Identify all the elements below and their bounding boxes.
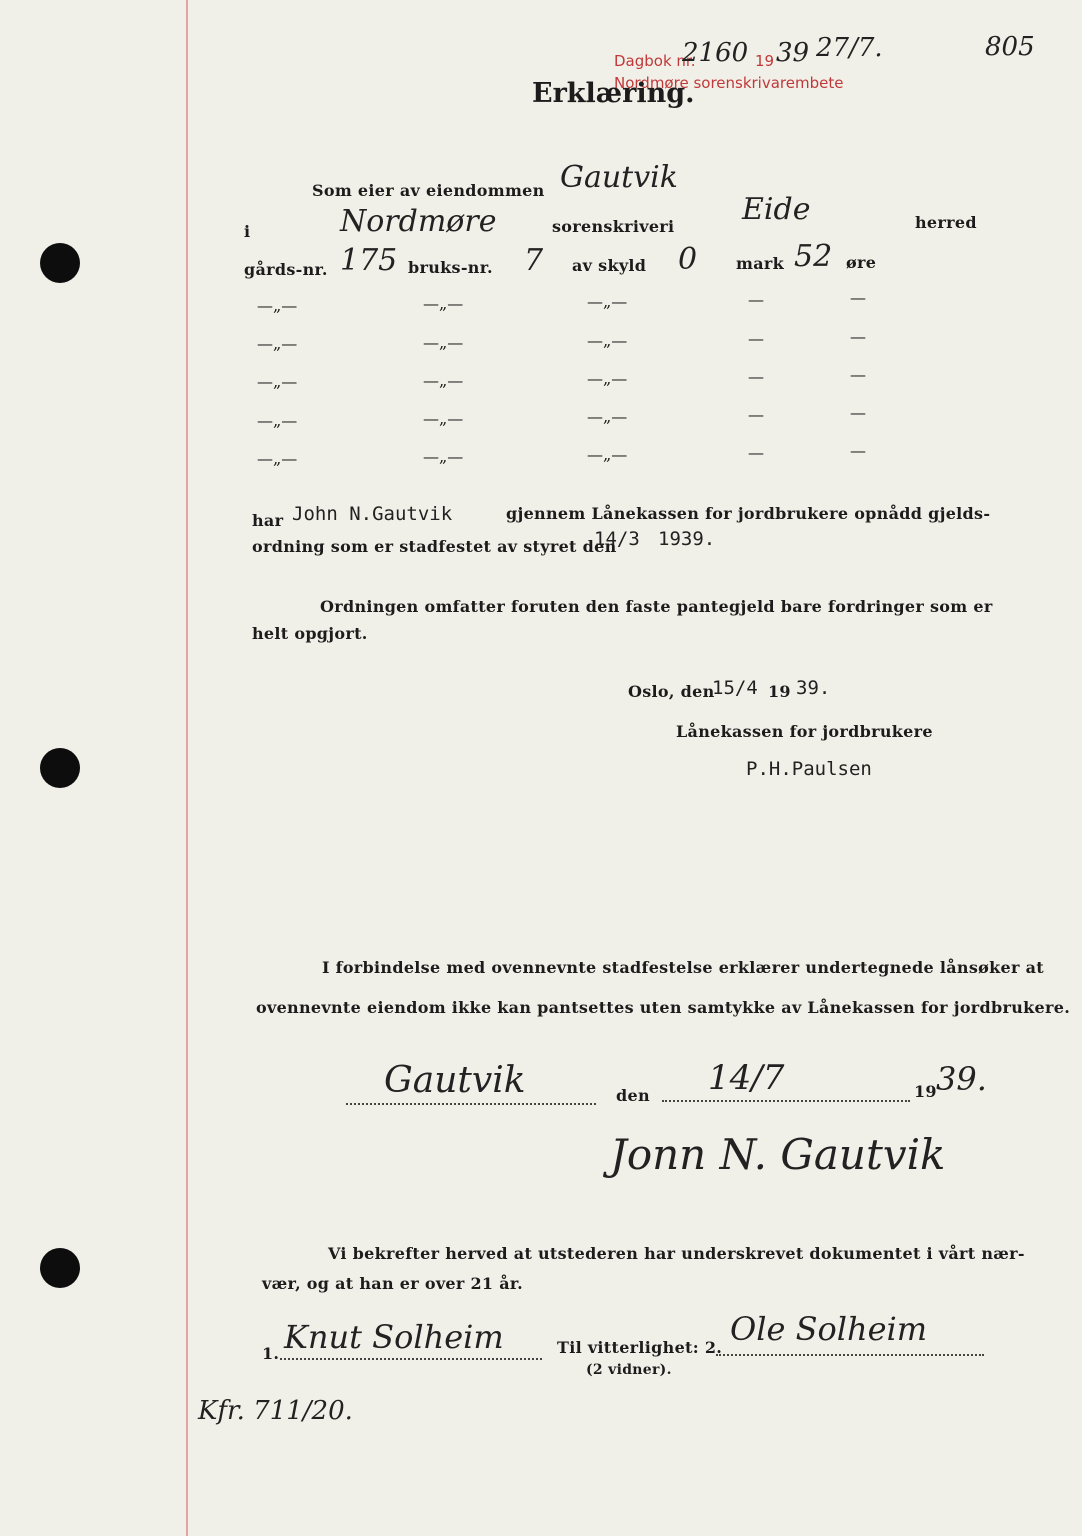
label-sorenskriveri: sorenskriveri (552, 217, 675, 236)
ditto-mark: — (748, 290, 764, 309)
oslo-year: 39. (796, 677, 831, 699)
oslo-year-prefix: 19 (768, 682, 791, 701)
stamp-year-prefix: 19 (755, 52, 775, 70)
oslo-label: Oslo, den (628, 682, 715, 701)
ditto-mark: — (748, 329, 764, 348)
mark-value: 52 (794, 239, 833, 274)
label-i: i (244, 222, 251, 241)
property-name: Gautvik (560, 160, 678, 195)
place-dotted-line (346, 1103, 596, 1105)
styret-date: 14/3 (594, 528, 640, 550)
label-gards-nr: gårds-nr. (244, 260, 328, 279)
witness-line-1: Vi bekrefter herved at utstederen har underskrevet dokumentet i vårt nær- (328, 1244, 1025, 1263)
label-owner: Som eier av eiendommen (312, 181, 545, 200)
ditto-mark: —„— (257, 372, 298, 391)
ditto-mark: —„— (423, 409, 464, 428)
skyld-value: 0 (678, 242, 698, 277)
ditto-mark: —„— (423, 447, 464, 466)
declaration-year: 39. (936, 1060, 987, 1098)
ditto-mark: —„— (257, 449, 298, 468)
page-number: 805 (985, 32, 1035, 62)
ditto-mark: — (850, 365, 866, 384)
ditto-mark: —„— (423, 371, 464, 390)
label-skyld: av skyld (572, 256, 647, 275)
date-dotted-line (662, 1100, 910, 1102)
ditto-mark: —„— (587, 292, 628, 311)
para2-line-1: Ordningen omfatter foruten den faste pantegjeld bare fordringer som er (320, 597, 993, 616)
declaration-year-prefix: 19 (914, 1082, 937, 1101)
ditto-mark: —„— (587, 369, 628, 388)
stamp-label: Dagbok nr. (614, 52, 696, 70)
stamp-year: 39 (776, 38, 810, 68)
label-bruks-nr: bruks-nr. (408, 258, 493, 277)
gards-nr-value: 175 (340, 243, 398, 278)
ditto-mark: —„— (257, 334, 298, 353)
ditto-mark: — (850, 288, 866, 307)
bruks-nr-value: 7 (524, 243, 544, 278)
ditto-mark: — (748, 367, 764, 386)
witness-number-1: 1. (262, 1344, 280, 1363)
ditto-mark: —„— (257, 411, 298, 430)
ditto-mark: — (850, 441, 866, 460)
witness2-dotted-line (716, 1354, 984, 1356)
label-herred: herred (915, 213, 977, 232)
organisation: Lånekassen for jordbrukere (676, 722, 933, 741)
witness-line-2: vær, og at han er over 21 år. (262, 1274, 524, 1293)
label-mark: mark (736, 254, 785, 273)
punch-hole-top (40, 243, 80, 283)
label-den: den (616, 1086, 650, 1105)
oslo-date: 15/4 (712, 677, 758, 699)
label-ore: øre (846, 253, 877, 272)
ditto-mark: — (748, 443, 764, 462)
punch-hole-middle (40, 748, 80, 788)
body-line-2: ordning som er stadfestet av styret den (252, 537, 617, 556)
ditto-mark: —„— (587, 331, 628, 350)
punch-hole-bottom (40, 1248, 80, 1288)
label-vidner: (2 vidner). (586, 1362, 672, 1378)
ditto-mark: — (850, 403, 866, 422)
label-har: har (252, 511, 284, 530)
styret-year: 1939. (658, 528, 716, 550)
stamp-number: 2160 (682, 38, 749, 68)
stamp-office: Nordmøre sorenskrivarembete (614, 74, 844, 92)
ditto-mark: —„— (423, 333, 464, 352)
ditto-mark: —„— (257, 296, 298, 315)
ditto-mark: — (850, 327, 866, 346)
red-margin-line (186, 0, 188, 1536)
district-name: Nordmøre (340, 204, 497, 239)
declaration-line-2: ovennevnte eiendom ikke kan pantsettes uten samtykke av Lånekassen for jordbrukere. (256, 998, 1071, 1017)
ditto-mark: — (748, 405, 764, 424)
witness1-signature: Knut Solheim (284, 1318, 504, 1356)
ditto-mark: —„— (423, 294, 464, 313)
debtor-name: John N.Gautvik (292, 503, 453, 525)
declaration-date: 14/7 (708, 1058, 785, 1098)
declaration-place: Gautvik (384, 1060, 526, 1101)
signer-name: P.H.Paulsen (746, 758, 872, 780)
ditto-mark: —„— (587, 407, 628, 426)
witness1-dotted-line (280, 1358, 542, 1360)
document-title: Erklæring. (532, 78, 695, 109)
witness2-signature: Ole Solheim (730, 1310, 928, 1348)
ditto-mark: —„— (587, 445, 628, 464)
applicant-signature: Jonn N. Gautvik (610, 1130, 946, 1179)
para2-line-2: helt opgjort. (252, 624, 368, 643)
herred-name: Eide (742, 192, 811, 227)
body-line-1: gjennem Lånekassen for jordbrukere opnådd gjelds- (506, 504, 991, 523)
footnote-reference: Kfr. 711/20. (198, 1396, 353, 1426)
label-vitterlighet: Til vitterlighet: 2. (557, 1338, 723, 1357)
declaration-line-1: I forbindelse med ovennevnte stadfestelse erklærer undertegnede lånsøker at (322, 958, 1044, 977)
stamp-date: 27/7. (816, 33, 883, 63)
